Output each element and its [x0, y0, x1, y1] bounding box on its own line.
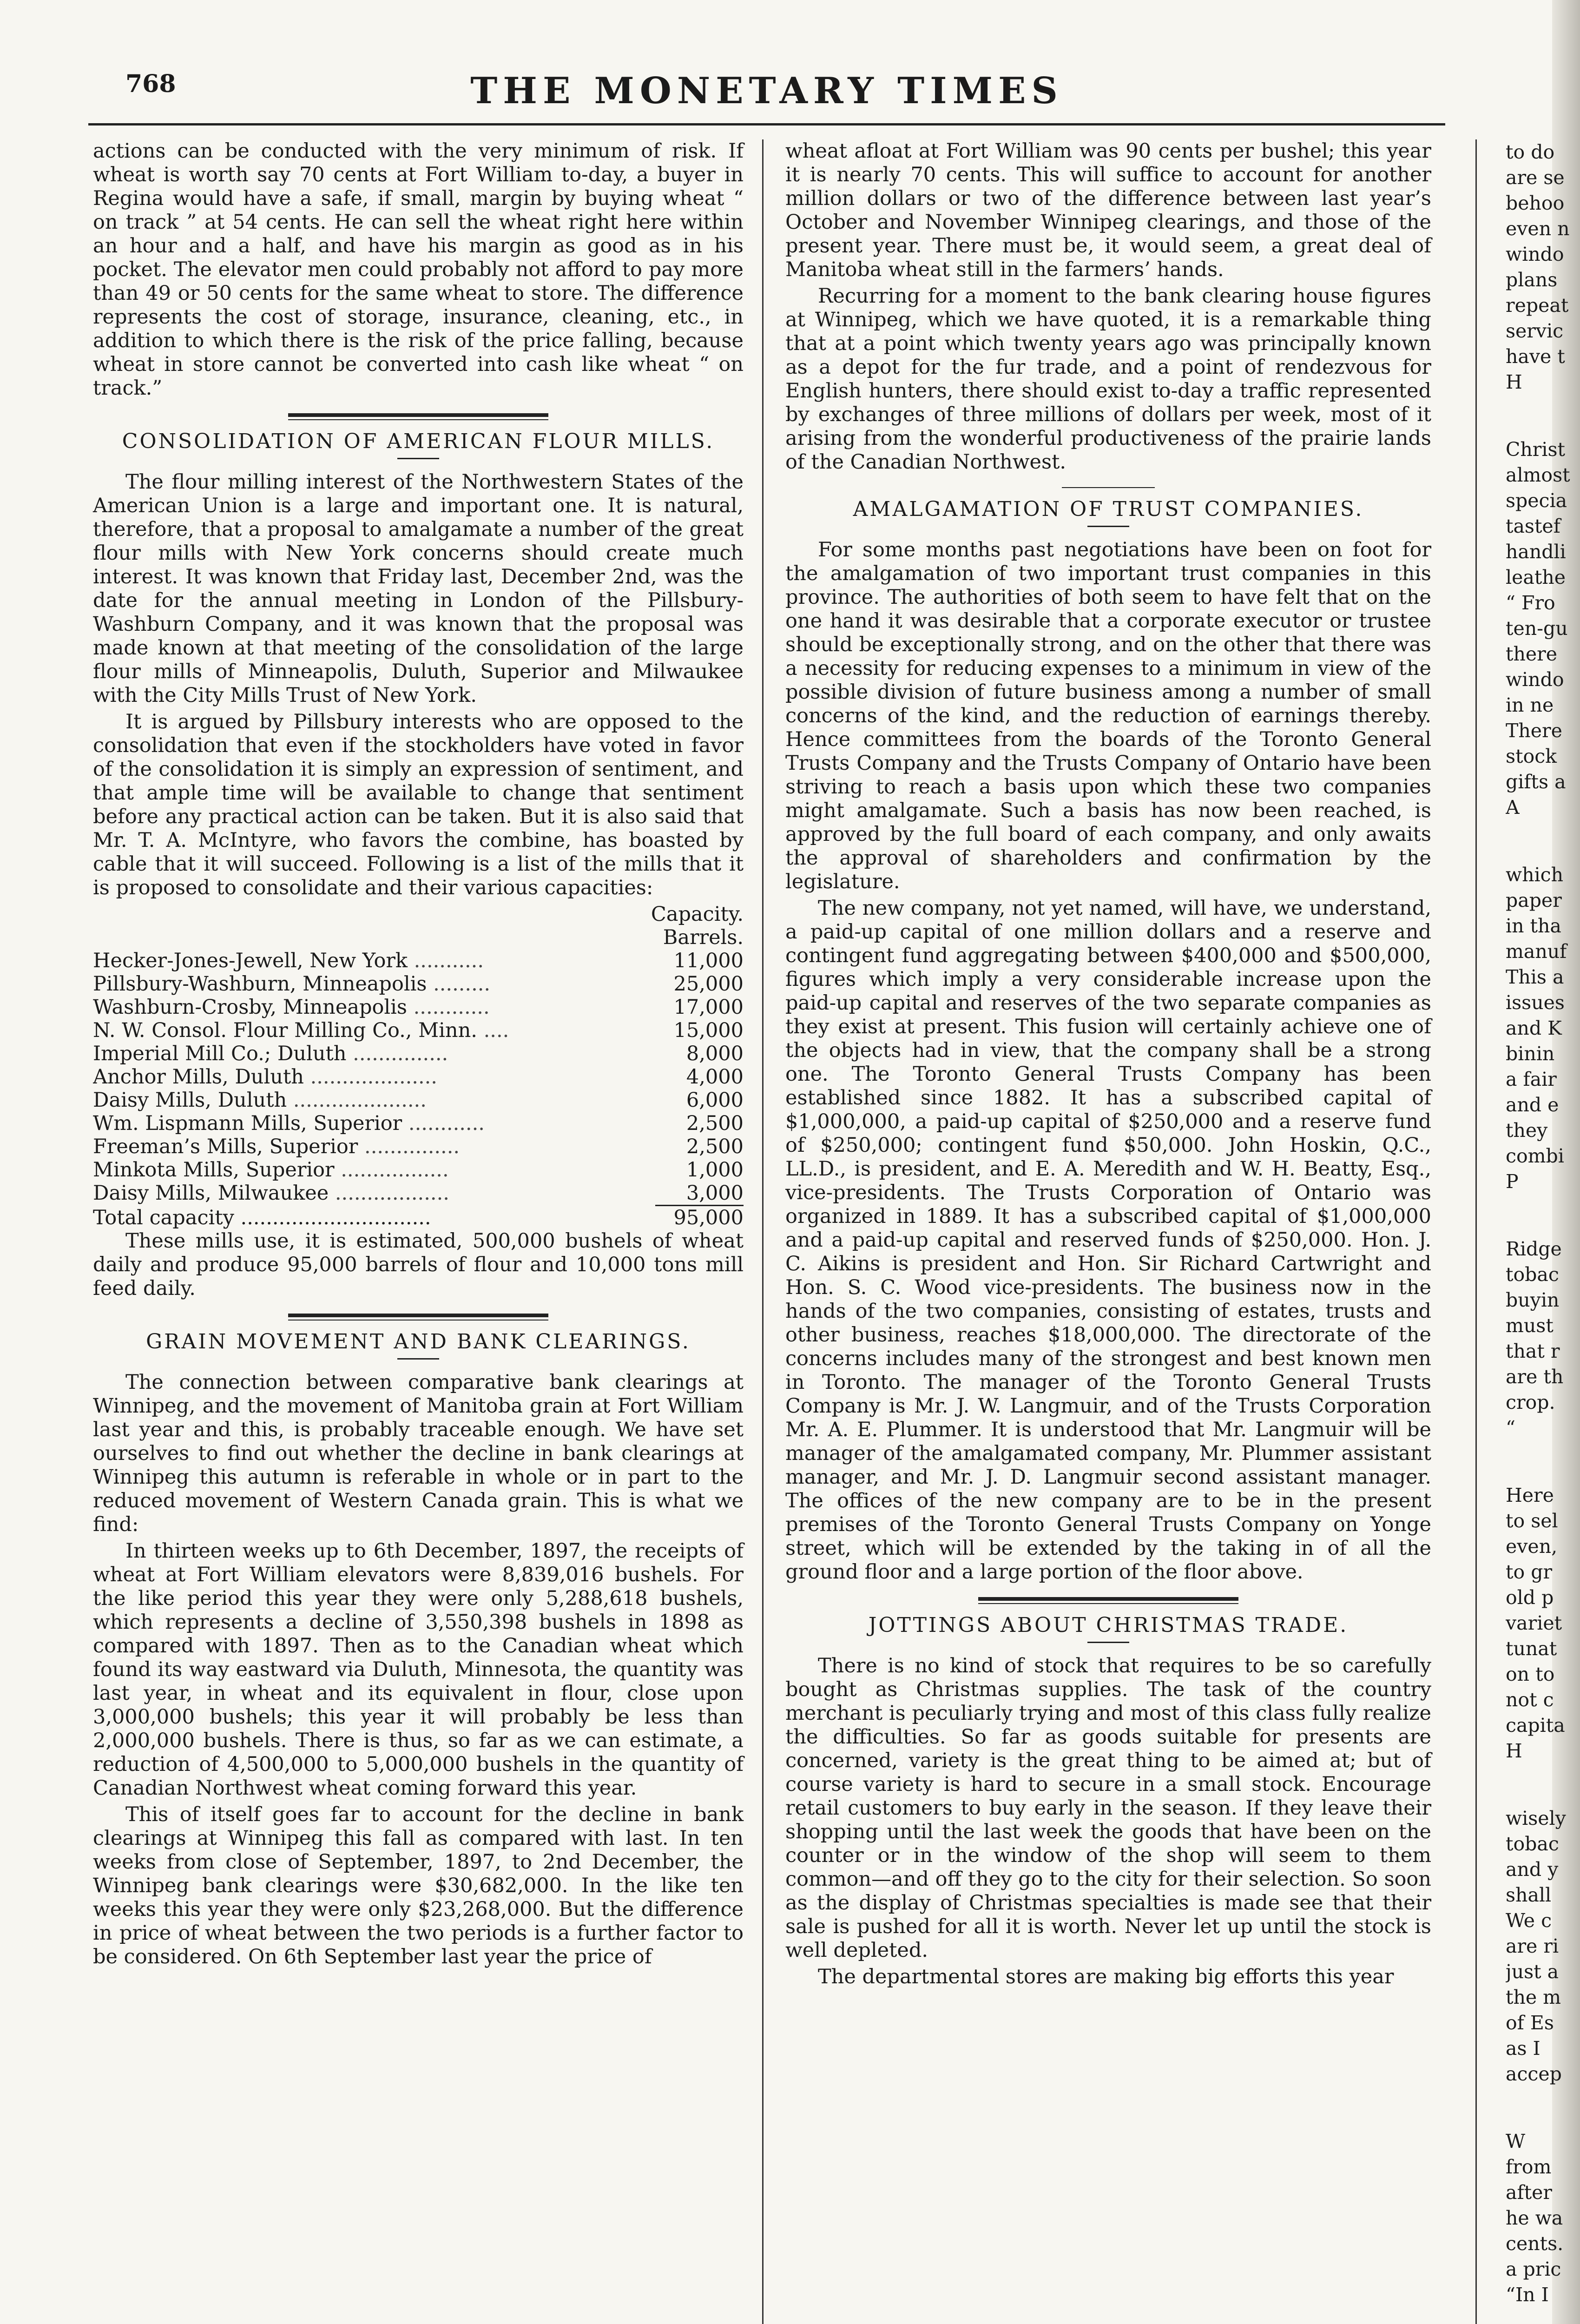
cropped-line-fragment: A	[1506, 796, 1520, 819]
mill-barrels: 2,500	[686, 1112, 744, 1135]
mill-barrels: 2,500	[686, 1135, 744, 1158]
mill-barrels: 6,000	[686, 1089, 744, 1112]
column-rule-1	[762, 139, 764, 2324]
mill-row: Wm. Lispmann Mills, Superior ............ 2,500	[93, 1112, 744, 1135]
mill-row: Imperial Mill Co.; Duluth ............... 8,000	[93, 1042, 744, 1065]
mill-name: Anchor Mills, Duluth	[93, 1065, 304, 1089]
mill-name: Washburn-Crosby, Minneapolis	[93, 996, 407, 1019]
cropped-line-fragment: even,	[1506, 1535, 1558, 1558]
cropped-line-fragment: H	[1506, 371, 1522, 393]
paragraph: In thirteen weeks up to 6th December, 1897, the receipts of wheat at Fort William elevators were 8,839,016 bushels. For the like period this year they were only 5,288,618 bushels, which represents a decline of 3,550,398 bushels in 1898 as compared with 1897. Then as to the Canadian wheat which found its way eastward via Duluth, Minnesota, the quantity was last year, in wheat and its equivalent in flour, close upon 3,000,000 bushels; this year it will probably be less than 2,000,000 bushels. There is thus, so far as we can estimate, a reduction of 4,500,000 to 5,000,000 bushels in the quantity of Canadian Northwest wheat coming forward this year.	[93, 1539, 744, 1800]
cropped-line-fragment: Christ	[1506, 438, 1566, 461]
cropped-line-fragment: paper	[1506, 889, 1562, 911]
cropped-line-fragment: buyin	[1506, 1289, 1560, 1311]
cropped-line-fragment: a pric	[1506, 2258, 1561, 2280]
cropped-line-fragment: to sel	[1506, 1510, 1558, 1532]
column-rule-2	[1475, 139, 1477, 2324]
cropped-line-fragment: capita	[1506, 1714, 1565, 1736]
cropped-line-fragment: which	[1506, 864, 1563, 886]
mill-name: Pillsbury-Washburn, Minneapolis	[93, 972, 427, 996]
cropped-line-fragment: Here	[1506, 1484, 1554, 1506]
paragraph: For some months past negotiations have been on foot for the amalgamation of two important trust companies in this province. The authorities of both seem to have felt that on the one hand it was desirable that a corporate executor or trustee should be exceptionally strong, and on the other that there was a necessity for reducing expenses to a minimum in view of the possible division of future business among a number of small concerns of the kind, and the reduction of earnings thereby. Hence committees from the boards of the Toronto General Trusts Company and the Trusts Company of Ontario have been striving to reach a basis upon which these two companies might amalgamate. Such a basis has now been reached, is approved by the full board of each company, and only awaits the approval of shareholders and confirmation by the legislature.	[785, 538, 1431, 893]
mill-row: Pillsbury-Washburn, Minneapolis ......... 25,000	[93, 972, 744, 996]
cropped-line-fragment: repeat	[1506, 294, 1569, 317]
cropped-line-fragment: We c	[1506, 1909, 1552, 1932]
barrels-header: Barrels.	[663, 926, 744, 949]
cropped-line-fragment: stock	[1506, 745, 1557, 767]
cropped-line-fragment: they	[1506, 1119, 1548, 1142]
section-heading-christmas-trade: JOTTINGS ABOUT CHRISTMAS TRADE.	[868, 1613, 1349, 1637]
paragraph: The new company, not yet named, will have, we understand, a paid-up capital of one million dollars and a reserve and contingent fund aggregating between $400,000 and $500,000, figures which imply a very considerable increase upon the paid-up capital and reserves of the two separate companies as they exist at present. This fusion will certainly achieve one of the objects had in view, that the company shall be a strong one. The Toronto General Trusts Company has been established since 1882. It has a subscribed capital of $1,000,000, a paid-up capital of $250,000 and a reserve fund of $250,000; contingent fund $50,000. John Hoskin, Q.C., LL.D., is president, and E. A. Meredith and W. H. Beatty, Esq., vice-presidents. The Trusts Corporation of Ontario was organized in 1889. It has a subscribed capital of $1,000,000 and a paid-up capital and reserved funds of $250,000. Hon. J. C. Aikins is president and Hon. Sir Richard Cartwright and Hon. S. C. Wood vice-presidents. The business now in the hands of the two companies, consisting of estates, trusts and other business, reaches $18,000,000. The directorate of the concerns includes many of the strongest and best known men in Toronto. The manager of the Toronto General Trusts Company is Mr. J. W. Langmuir, and of the Trusts Corporation Mr. A. E. Plummer. It is understood that Mr. Langmuir will be manager of the amalgamated company, Mr. Plummer assistant manager, and Mr. J. D. Langmuir second assistant manager. The offices of the new company are to be in the present premises of the Toronto General Trusts Company on Yonge street, which will be extended by the taking in of all the ground floor and a large portion of the floor above.	[785, 897, 1431, 1584]
cropped-line-fragment: combi	[1506, 1145, 1564, 1167]
cropped-line-fragment: cents.	[1506, 2232, 1564, 2255]
cropped-line-fragment: in tha	[1506, 915, 1561, 937]
page-header	[88, 70, 1445, 121]
mill-row: Daisy Mills, Duluth ..................... 6,000	[93, 1089, 744, 1112]
paragraph: These mills use, it is estimated, 500,000 bushels of wheat daily and produce 95,000 barrels of flour and 10,000 tons mill feed daily.	[93, 1229, 744, 1300]
cropped-line-fragment: H	[1506, 1740, 1522, 1762]
cropped-line-fragment: almost	[1506, 464, 1570, 486]
masthead: THE MONETARY TIMES	[470, 70, 1063, 112]
header-rule	[88, 123, 1445, 125]
column-3-cropped	[1506, 139, 1580, 2324]
cropped-line-fragment: to do	[1506, 141, 1555, 163]
mill-row: Hecker-Jones-Jewell, New York ........... 11,000	[93, 949, 744, 972]
section-divider	[288, 1314, 548, 1320]
cropped-line-fragment: he wa	[1506, 2207, 1563, 2229]
cropped-line-fragment: “	[1506, 1417, 1515, 1439]
cropped-line-fragment: have t	[1506, 345, 1565, 368]
mill-barrels: 1,000	[686, 1158, 744, 1182]
mill-barrels: 15,000	[673, 1019, 744, 1042]
mill-barrels: 4,000	[686, 1065, 744, 1089]
paragraph: The flour milling interest of the Northwestern States of the American Union is a large and important one. It is natural, therefore, that a proposal to amalgamate a number of the great flour mills with New York concerns should create much interest. It was known that Friday last, December 2nd, was the date for the annual meeting in London of the Pillsbury-Washburn Company, and it was known that the proposal was made known at that meeting of the consolidation of the large flour mills of Minneapolis, Duluth, Superior and Milwaukee with the City Mills Trust of New York.	[93, 470, 744, 707]
cropped-line-fragment: “ Fro	[1506, 592, 1555, 614]
section-heading-grain-movement: GRAIN MOVEMENT AND BANK CLEARINGS.	[146, 1330, 691, 1353]
cropped-line-fragment: are se	[1506, 166, 1565, 189]
total-label: Total capacity	[93, 1206, 234, 1229]
capacity-header: Capacity.	[651, 903, 744, 926]
mill-row: Daisy Mills, Milwaukee .................. 3,000	[93, 1182, 744, 1205]
paragraph: There is no kind of stock that requires to be so carefully bought as Christmas supplies. The task of the country merchant is peculiarly trying and most of this class fully realize the difficulties. So far as goods suitable for presents are concerned, variety is the great thing to be aimed at; but of course variety is hard to secure in a small stock. Encourage retail customers to buy early in the season. If they leave their shopping until the last week the goods that have been on the counter or in the window of the shop will seem to them common—and off they go to the city for their selection. So soon as the display of Christmas specialties is made see that their sale is pushed for all it is worth. Never let up until the stock is well depleted.	[785, 1654, 1431, 1962]
mill-row: Freeman’s Mills, Superior ............... 2,500	[93, 1135, 744, 1158]
mill-name: Daisy Mills, Milwaukee	[93, 1182, 329, 1205]
cropped-line-fragment: old p	[1506, 1586, 1554, 1609]
cropped-line-fragment: ten-gu	[1506, 617, 1568, 640]
cropped-line-fragment: in ne	[1506, 694, 1554, 716]
cropped-line-fragment: just a	[1506, 1961, 1559, 1983]
cropped-line-fragment: tobac	[1506, 1833, 1559, 1855]
cropped-line-fragment: tobac	[1506, 1263, 1559, 1286]
paragraph: It is argued by Pillsbury interests who are opposed to the consolidation that even if the stockholders have voted in favor of the consolidation it is simply an expression of sentiment, and that ample time will be available to change that sentiment before any practical action can be taken. But it is also said that Mr. T. A. McIntyre, who favors the combine, has boasted by cable that it will succeed. Following is a list of the mills that it is proposed to consolidate and their various capacities:	[93, 710, 744, 899]
mill-row: Washburn-Crosby, Minneapolis ............ 17,000	[93, 996, 744, 1019]
cropped-line-fragment: and y	[1506, 1858, 1559, 1881]
paragraph: The connection between comparative bank clearings at Winnipeg, and the movement of Manitoba grain at Fort William last year and this, is probably traceable enough. We have set ourselves to find out whether the decline in bank clearings at Winnipeg this autumn is referable in whole or in part to the reduced movement of Western Canada grain. This is what we find:	[93, 1371, 744, 1536]
total-value: 95,000	[673, 1206, 744, 1229]
cropped-line-fragment: must	[1506, 1314, 1554, 1337]
cropped-line-fragment: that r	[1506, 1340, 1560, 1362]
heading-dash	[397, 1358, 439, 1360]
heading-dash	[397, 458, 439, 459]
cropped-line-fragment: from	[1506, 2156, 1552, 2178]
cropped-line-fragment: handli	[1506, 541, 1566, 563]
mill-name: Freeman’s Mills, Superior	[93, 1135, 358, 1158]
paragraph: This of itself goes far to account for the decline in bank clearings at Winnipeg this fall as compared with last. In ten weeks from close of September, 1897, to 2nd December, the Winnipeg bank clearings were $30,682,000. In the like ten weeks this year they were only $23,268,000. But the difference in price of wheat between the two periods is a further factor to be considered. On 6th September last year the price of	[93, 1803, 744, 1968]
mill-name: Hecker-Jones-Jewell, New York	[93, 949, 408, 972]
column-2	[785, 139, 1431, 1992]
cropped-line-fragment: are th	[1506, 1366, 1564, 1388]
paragraph: Recurring for a moment to the bank clearing house figures at Winnipeg, which we have quoted, it is a remarkable thing that at a point which twenty years ago was principally known as a depot for the fur trade, and a point of rendezvous for English hunters, there should exist to-day a traffic represented by exchanges of three millions of dollars per week, most of it arising from the wonderful productiveness of the prairie lands of the Canadian Northwest.	[785, 284, 1431, 474]
cropped-line-fragment: plans	[1506, 269, 1558, 291]
cropped-line-fragment: issues	[1506, 991, 1565, 1014]
cropped-line-fragment: windo	[1506, 668, 1564, 691]
mill-barrels: 25,000	[673, 972, 744, 996]
cropped-line-fragment: gifts a	[1506, 771, 1566, 793]
mill-barrels: 8,000	[686, 1042, 744, 1065]
cropped-line-fragment: there	[1506, 643, 1558, 665]
mill-name: Wm. Lispmann Mills, Superior	[93, 1112, 402, 1135]
cropped-line-fragment: and e	[1506, 1094, 1559, 1116]
mill-row: Minkota Mills, Superior ................. 1,000	[93, 1158, 744, 1182]
cropped-line-fragment: manuf	[1506, 940, 1567, 963]
cropped-line-fragment: variet	[1506, 1612, 1562, 1634]
cropped-line-fragment: This a	[1506, 966, 1564, 988]
mill-name: Daisy Mills, Duluth	[93, 1089, 287, 1112]
heading-dash	[1087, 526, 1129, 527]
mill-name: Minkota Mills, Superior	[93, 1158, 335, 1182]
cropped-line-fragment: P	[1506, 1170, 1519, 1193]
cropped-line-fragment: the m	[1506, 1986, 1561, 2008]
section-divider-small	[1062, 487, 1155, 488]
mill-capacity-table	[93, 903, 744, 1205]
cropped-line-fragment: not c	[1506, 1689, 1554, 1711]
cropped-line-fragment: There	[1506, 720, 1562, 742]
article-continuation: actions can be conducted with the very minimum of risk. If wheat is worth say 70 cents at Fort William to-day, a buyer in Regina would have a safe, if small, margin by buying wheat “ on track ” at 54 cents. He can sell the wheat right here within an hour and a half, and have his margin as good as in his pocket. The elevator men could probably not afford to pay more than 49 or 50 cents for the same wheat to store. The difference represents the cost of storage, insurance, cleaning, etc., in addition to which there is the risk of the price falling, because wheat in store cannot be converted into cash like wheat “ on track.”	[93, 139, 744, 400]
cropped-line-fragment: and K	[1506, 1017, 1562, 1039]
cropped-line-fragment: a fair	[1506, 1068, 1557, 1090]
mill-row: N. W. Consol. Flour Milling Co., Minn. .... 15,000	[93, 1019, 744, 1042]
cropped-line-fragment: servic	[1506, 320, 1564, 342]
cropped-line-fragment: even n	[1506, 218, 1570, 240]
mill-barrels: 17,000	[673, 996, 744, 1019]
section-divider	[978, 1597, 1238, 1604]
page-number: 768	[125, 70, 176, 98]
cropped-line-fragment: shall	[1506, 1884, 1552, 1906]
mill-name: N. W. Consol. Flour Milling Co., Minn.	[93, 1019, 477, 1042]
cropped-line-fragment: to gr	[1506, 1561, 1553, 1583]
paragraph: The departmental stores are making big efforts this year	[818, 1965, 1394, 1988]
heading-dash	[1087, 1642, 1129, 1643]
cropped-line-fragment: leathe	[1506, 566, 1566, 588]
cropped-line-fragment: accep	[1506, 2063, 1562, 2085]
section-heading-trust-companies: AMALGAMATION OF TRUST COMPANIES.	[853, 497, 1364, 521]
cropped-line-fragment: windo	[1506, 243, 1564, 265]
cropped-line-fragment: binin	[1506, 1043, 1555, 1065]
mill-barrels: 11,000	[673, 949, 744, 972]
cropped-line-fragment: as I	[1506, 2037, 1540, 2060]
section-heading-flour-mills: CONSOLIDATION OF AMERICAN FLOUR MILLS.	[122, 429, 715, 453]
cropped-line-fragment: specia	[1506, 489, 1567, 512]
cropped-line-fragment: on to	[1506, 1663, 1555, 1685]
cropped-line-fragment: of Es	[1506, 2012, 1554, 2034]
cropped-line-fragment: after	[1506, 2181, 1552, 2204]
mill-row: Anchor Mills, Duluth .................... 4,000	[93, 1065, 744, 1089]
cropped-line-fragment: wisely	[1506, 1807, 1566, 1829]
cropped-line-fragment: “In I	[1506, 2284, 1549, 2306]
cropped-line-fragment: are ri	[1506, 1935, 1559, 1957]
column-1	[93, 139, 744, 1972]
cropped-line-fragment: crop.	[1506, 1391, 1555, 1413]
cropped-line-fragment: behoo	[1506, 192, 1565, 214]
section-divider	[288, 413, 548, 420]
cropped-line-fragment: tastef	[1506, 515, 1560, 537]
cropped-line-fragment: Ridge	[1506, 1238, 1562, 1260]
cropped-line-fragment: W	[1506, 2130, 1526, 2152]
paragraph: wheat afloat at Fort William was 90 cents per bushel; this year it is nearly 70 cents. This will suffice to account for another million dollars or two of the difference between last year’s October and November Winnipeg clearings, and those of the present year. There must be, it would seem, a great deal of Manitoba wheat still in the farmers’ hands.	[785, 139, 1431, 281]
cropped-line-fragment: tunat	[1506, 1637, 1557, 1660]
total-row: Total capacity .............................. 95,000	[93, 1206, 744, 1229]
mill-barrels: 3,000	[686, 1182, 744, 1205]
mill-name: Imperial Mill Co.; Duluth	[93, 1042, 347, 1065]
